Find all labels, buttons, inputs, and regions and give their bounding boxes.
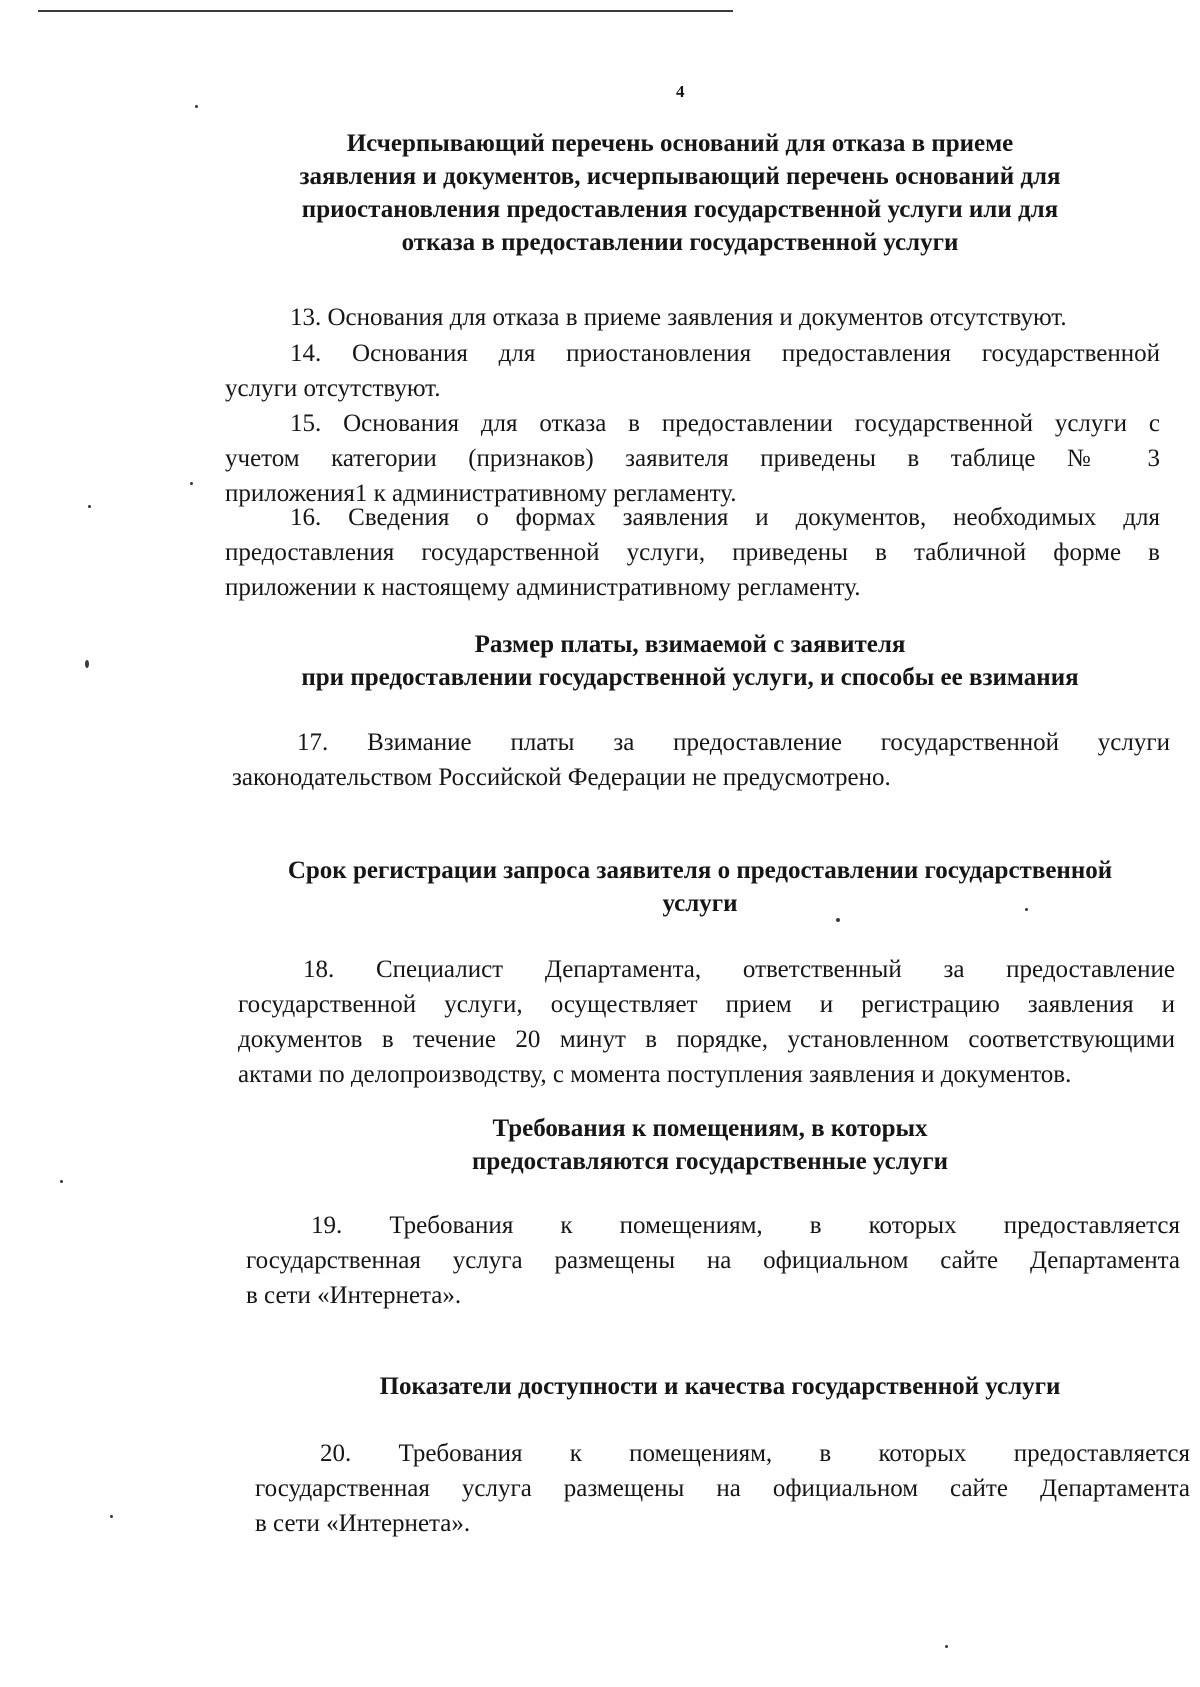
paragraph-20 xyxy=(255,1436,1190,1541)
section-heading-fee xyxy=(220,628,1160,694)
heading-line: приостановления предоставления государственной услуги или для xyxy=(301,196,1059,223)
paragraph-line: 13. Основания для отказа в приеме заявления и документов отсутствуют. xyxy=(290,304,1067,331)
paragraph-14 xyxy=(225,336,1160,406)
top-rule xyxy=(38,10,733,12)
paragraph-18 xyxy=(238,952,1175,1092)
page-number: 4 xyxy=(676,82,685,101)
heading-line: предоставляются государственные услуги xyxy=(471,1148,949,1175)
heading-line: при предоставлении государственной услуги, и способы ее взимания xyxy=(301,664,1079,691)
paragraph-line: государственная услуга размещены на официальном сайте Департамента xyxy=(255,1475,1190,1502)
scan-speck xyxy=(945,1645,948,1648)
paragraph-line: 18. Специалист Департамента, ответственный за предоставление xyxy=(303,956,1175,983)
paragraph-17 xyxy=(232,725,1170,795)
scan-speck xyxy=(85,660,89,668)
heading-line: Срок регистрации запроса заявителя о предоставлении государственной xyxy=(287,857,1113,884)
paragraph-line: в сети «Интернета». xyxy=(246,1282,462,1309)
section-heading-refusal-grounds xyxy=(200,127,1160,259)
scan-speck xyxy=(88,505,91,508)
heading-line: Исчерпывающий перечень оснований для отказа в приеме xyxy=(346,130,1014,157)
paragraph-line: 16. Сведения о формах заявления и документов, необходимых для xyxy=(290,504,1160,531)
paragraph-line: 19. Требования к помещениям, в которых предоставляется xyxy=(311,1212,1180,1239)
paragraph-line: законодательством Российской Федерации не предусмотрено. xyxy=(232,764,891,791)
scan-speck xyxy=(195,105,198,108)
paragraph-line: актами по делопроизводству, с момента поступления заявления и документов. xyxy=(238,1061,1072,1088)
paragraph-line: услуги отсутствуют. xyxy=(225,375,441,402)
heading-line: Размер платы, взимаемой с заявителя xyxy=(474,631,906,658)
section-heading-registration-term xyxy=(225,854,1175,920)
heading-line: Требования к помещениям, в которых xyxy=(492,1115,928,1142)
section-heading-accessibility xyxy=(250,1370,1190,1403)
paragraph-line: в сети «Интернета». xyxy=(255,1510,471,1537)
paragraph-line: предоставления государственной услуги, приведены в табличной форме в xyxy=(225,539,1160,566)
scan-speck xyxy=(190,482,193,485)
paragraph-line: приложения1 к административному регламенту. xyxy=(225,480,737,507)
heading-line: заявления и документов, исчерпывающий перечень оснований для xyxy=(299,163,1061,190)
heading-line: услуги xyxy=(662,890,738,917)
paragraph-line: 15. Основания для отказа в предоставлении государственной услуги с xyxy=(290,410,1160,437)
scan-speck xyxy=(110,1515,113,1518)
heading-line: отказа в предоставлении государственной услуги xyxy=(401,229,959,256)
scan-speck xyxy=(60,1180,63,1183)
paragraph-15 xyxy=(225,406,1160,511)
paragraph-line: государственной услуги, осуществляет прием и регистрацию заявления и xyxy=(238,991,1175,1018)
paragraph-line: приложении к настоящему административному регламенту. xyxy=(225,574,861,601)
paragraph-13 xyxy=(225,300,1160,335)
paragraph-line: 17. Взимание платы за предоставление государственной услуги xyxy=(297,729,1170,756)
paragraph-line: учетом категории (признаков) заявителя приведены в таблице № 3 xyxy=(225,445,1160,472)
paragraph-line: 14. Основания для приостановления предоставления государственной xyxy=(290,340,1160,367)
paragraph-line: государственная услуга размещены на официальном сайте Департамента xyxy=(246,1247,1180,1274)
paragraph-line: документов в течение 20 минут в порядке, установленном соответствующими xyxy=(238,1026,1175,1053)
paragraph-19 xyxy=(246,1208,1180,1313)
paragraph-line: 20. Требования к помещениям, в которых предоставляется xyxy=(320,1440,1190,1467)
section-heading-premises xyxy=(240,1112,1180,1178)
paragraph-16 xyxy=(225,500,1160,605)
scan-speck xyxy=(836,918,840,922)
scan-speck xyxy=(1025,908,1028,911)
heading-line: Показатели доступности и качества государственной услуги xyxy=(379,1373,1061,1400)
